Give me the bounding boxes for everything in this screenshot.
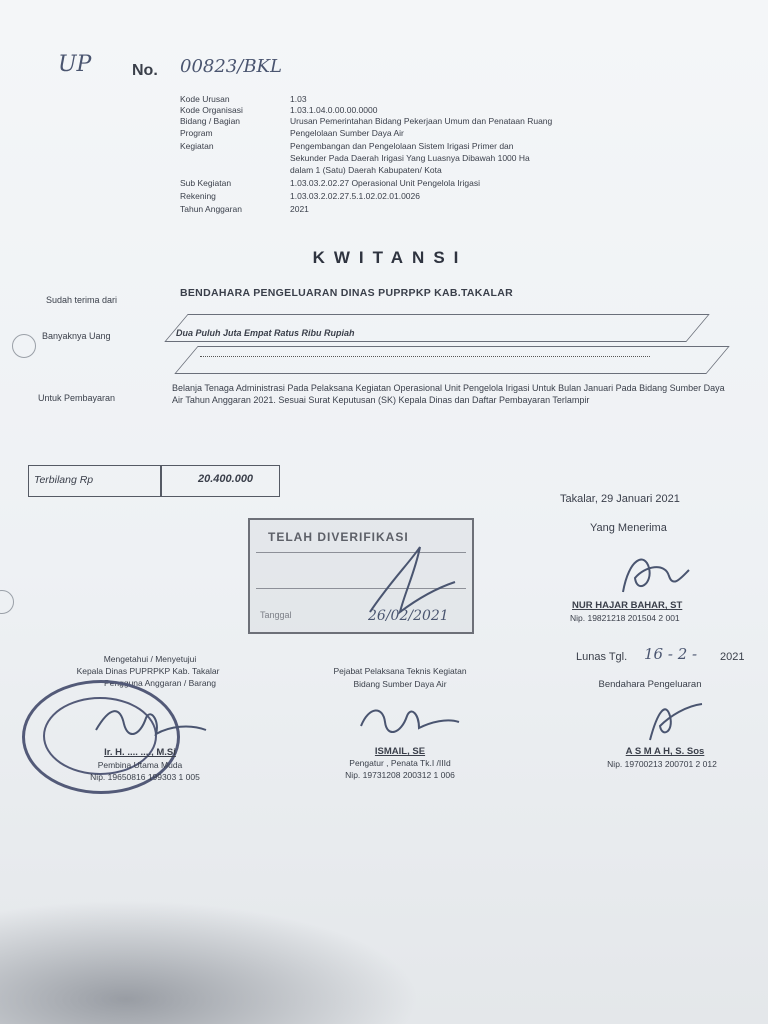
meta-value: Pengembangan dan Pengelolaan Sistem Irigasi Primer dan <box>290 141 514 151</box>
recipient-role: Yang Menerima <box>590 522 667 534</box>
verification-date: 26/02/2021 <box>368 608 449 624</box>
verification-row-label: Tanggal <box>260 610 292 620</box>
amount-value: 20.400.000 <box>198 473 254 485</box>
meta-label: Kode Urusan <box>180 94 230 104</box>
received-from-value: BENDAHARA PENGELUARAN DINAS PUPRPKP KAB.TAKALAR <box>180 287 514 299</box>
corner-mark: UP <box>58 52 92 77</box>
sig2-nip: Nip. 19731208 200312 1 006 <box>345 770 455 780</box>
receipt-number-label: No. <box>132 62 158 79</box>
sig1-role-3: Pengguna Anggaran / Barang <box>103 678 216 688</box>
meta-value: 2021 <box>290 204 309 214</box>
receipt-number-value: 00823/BKL <box>180 56 282 77</box>
meta-label: Program <box>180 128 213 138</box>
sig2-signature <box>355 700 465 746</box>
document-title: KWITANSI <box>312 248 468 267</box>
meta-label: Rekening <box>180 191 216 201</box>
sig2-name: ISMAIL, SE <box>374 746 426 757</box>
sig3-signature <box>640 696 710 746</box>
meta-label: Tahun Anggaran <box>180 204 242 214</box>
verification-signature <box>360 542 460 622</box>
amount-words-value: Dua Puluh Juta Empat Ratus Ribu Rupiah <box>176 328 355 338</box>
sig1-signature <box>90 700 210 750</box>
place-date: Takalar, 29 Januari 2021 <box>560 493 680 505</box>
received-from-label: Sudah terima dari <box>46 295 118 305</box>
amount-words-box-2 <box>174 346 729 374</box>
sig3-nip: Nip. 19700213 200701 2 012 <box>607 759 717 769</box>
meta-label: Kode Organisasi <box>180 105 243 115</box>
sig1-rank: Pembina Utama Muda <box>97 760 183 770</box>
meta-value: dalam 1 (Satu) Daerah Kabupaten/ Kota <box>290 165 442 175</box>
meta-value: Sekunder Pada Daerah Irigasi Yang Luasnya Dibawah 1000 Ha <box>290 153 530 163</box>
sig1-name: Ir. H. .... ...., M.Si <box>104 747 176 758</box>
meta-value: 1.03.03.2.02.27.5.1.02.02.01.0026 <box>290 191 420 201</box>
amount-dotted-line <box>200 356 650 357</box>
lunas-year: 2021 <box>720 651 745 663</box>
meta-label: Bidang / Bagian <box>180 116 241 126</box>
sig3-name: A S M A H, S. Sos <box>625 746 705 757</box>
meta-label: Kegiatan <box>180 141 214 151</box>
meta-value: Urusan Pemerintahan Bidang Pekerjaan Umum dan Penataan Ruang <box>290 116 553 126</box>
verification-title: TELAH DIVERIFIKASI <box>268 530 409 544</box>
meta-value: Pengelolaan Sumber Daya Air <box>290 128 404 138</box>
meta-value: 1.03.03.2.02.27 Operasional Unit Pengelola Irigasi <box>290 178 480 188</box>
photo-shadow <box>0 900 420 1024</box>
amount-label: Terbilang Rp <box>34 474 94 486</box>
recipient-signature <box>615 548 695 600</box>
sig2-rank: Pengatur , Penata Tk.I /IIId <box>349 758 451 768</box>
lunas-date: 16 - 2 - <box>644 645 698 663</box>
sig1-nip: Nip. 19650816 199303 1 005 <box>90 772 200 782</box>
meta-label: Sub Kegiatan <box>180 178 232 188</box>
payment-value: Belanja Tenaga Administrasi Pada Pelaksana Kegiatan Operasional Unit Pengelola Irigasi Untuk Bulan Januari Pada Bidang Sumber Daya Air Tahun Anggaran 2021. Sesuai Surat Keputusan (SK) Kepala Dinas dan Daftar Pembayaran Terlampir <box>172 383 725 405</box>
recipient-name: NUR HAJAR BAHAR, ST <box>572 600 683 611</box>
verification-stamp <box>248 518 474 634</box>
lunas-label: Lunas Tgl. <box>576 651 628 663</box>
sig2-role-1: Pejabat Pelaksana Teknis Kegiatan <box>333 666 467 676</box>
meta-value: 1.03 <box>290 94 307 104</box>
meta-value: 1.03.1.04.0.00.00.0000 <box>290 105 378 115</box>
sig2-role-2: Bidang Sumber Daya Air <box>353 679 447 689</box>
sig1-role-2: Kepala Dinas PUPRPKP Kab. Takalar <box>76 666 220 676</box>
sig3-role-1: Bendahara Pengeluaran <box>598 679 702 690</box>
payment-label: Untuk Pembayaran <box>38 393 116 403</box>
punch-hole <box>12 334 36 358</box>
amount-words-label: Banyaknya Uang <box>42 331 111 341</box>
recipient-nip: Nip. 19821218 201504 2 001 <box>570 613 680 623</box>
sig1-role-1: Mengetahui / Menyetujui <box>103 654 197 664</box>
